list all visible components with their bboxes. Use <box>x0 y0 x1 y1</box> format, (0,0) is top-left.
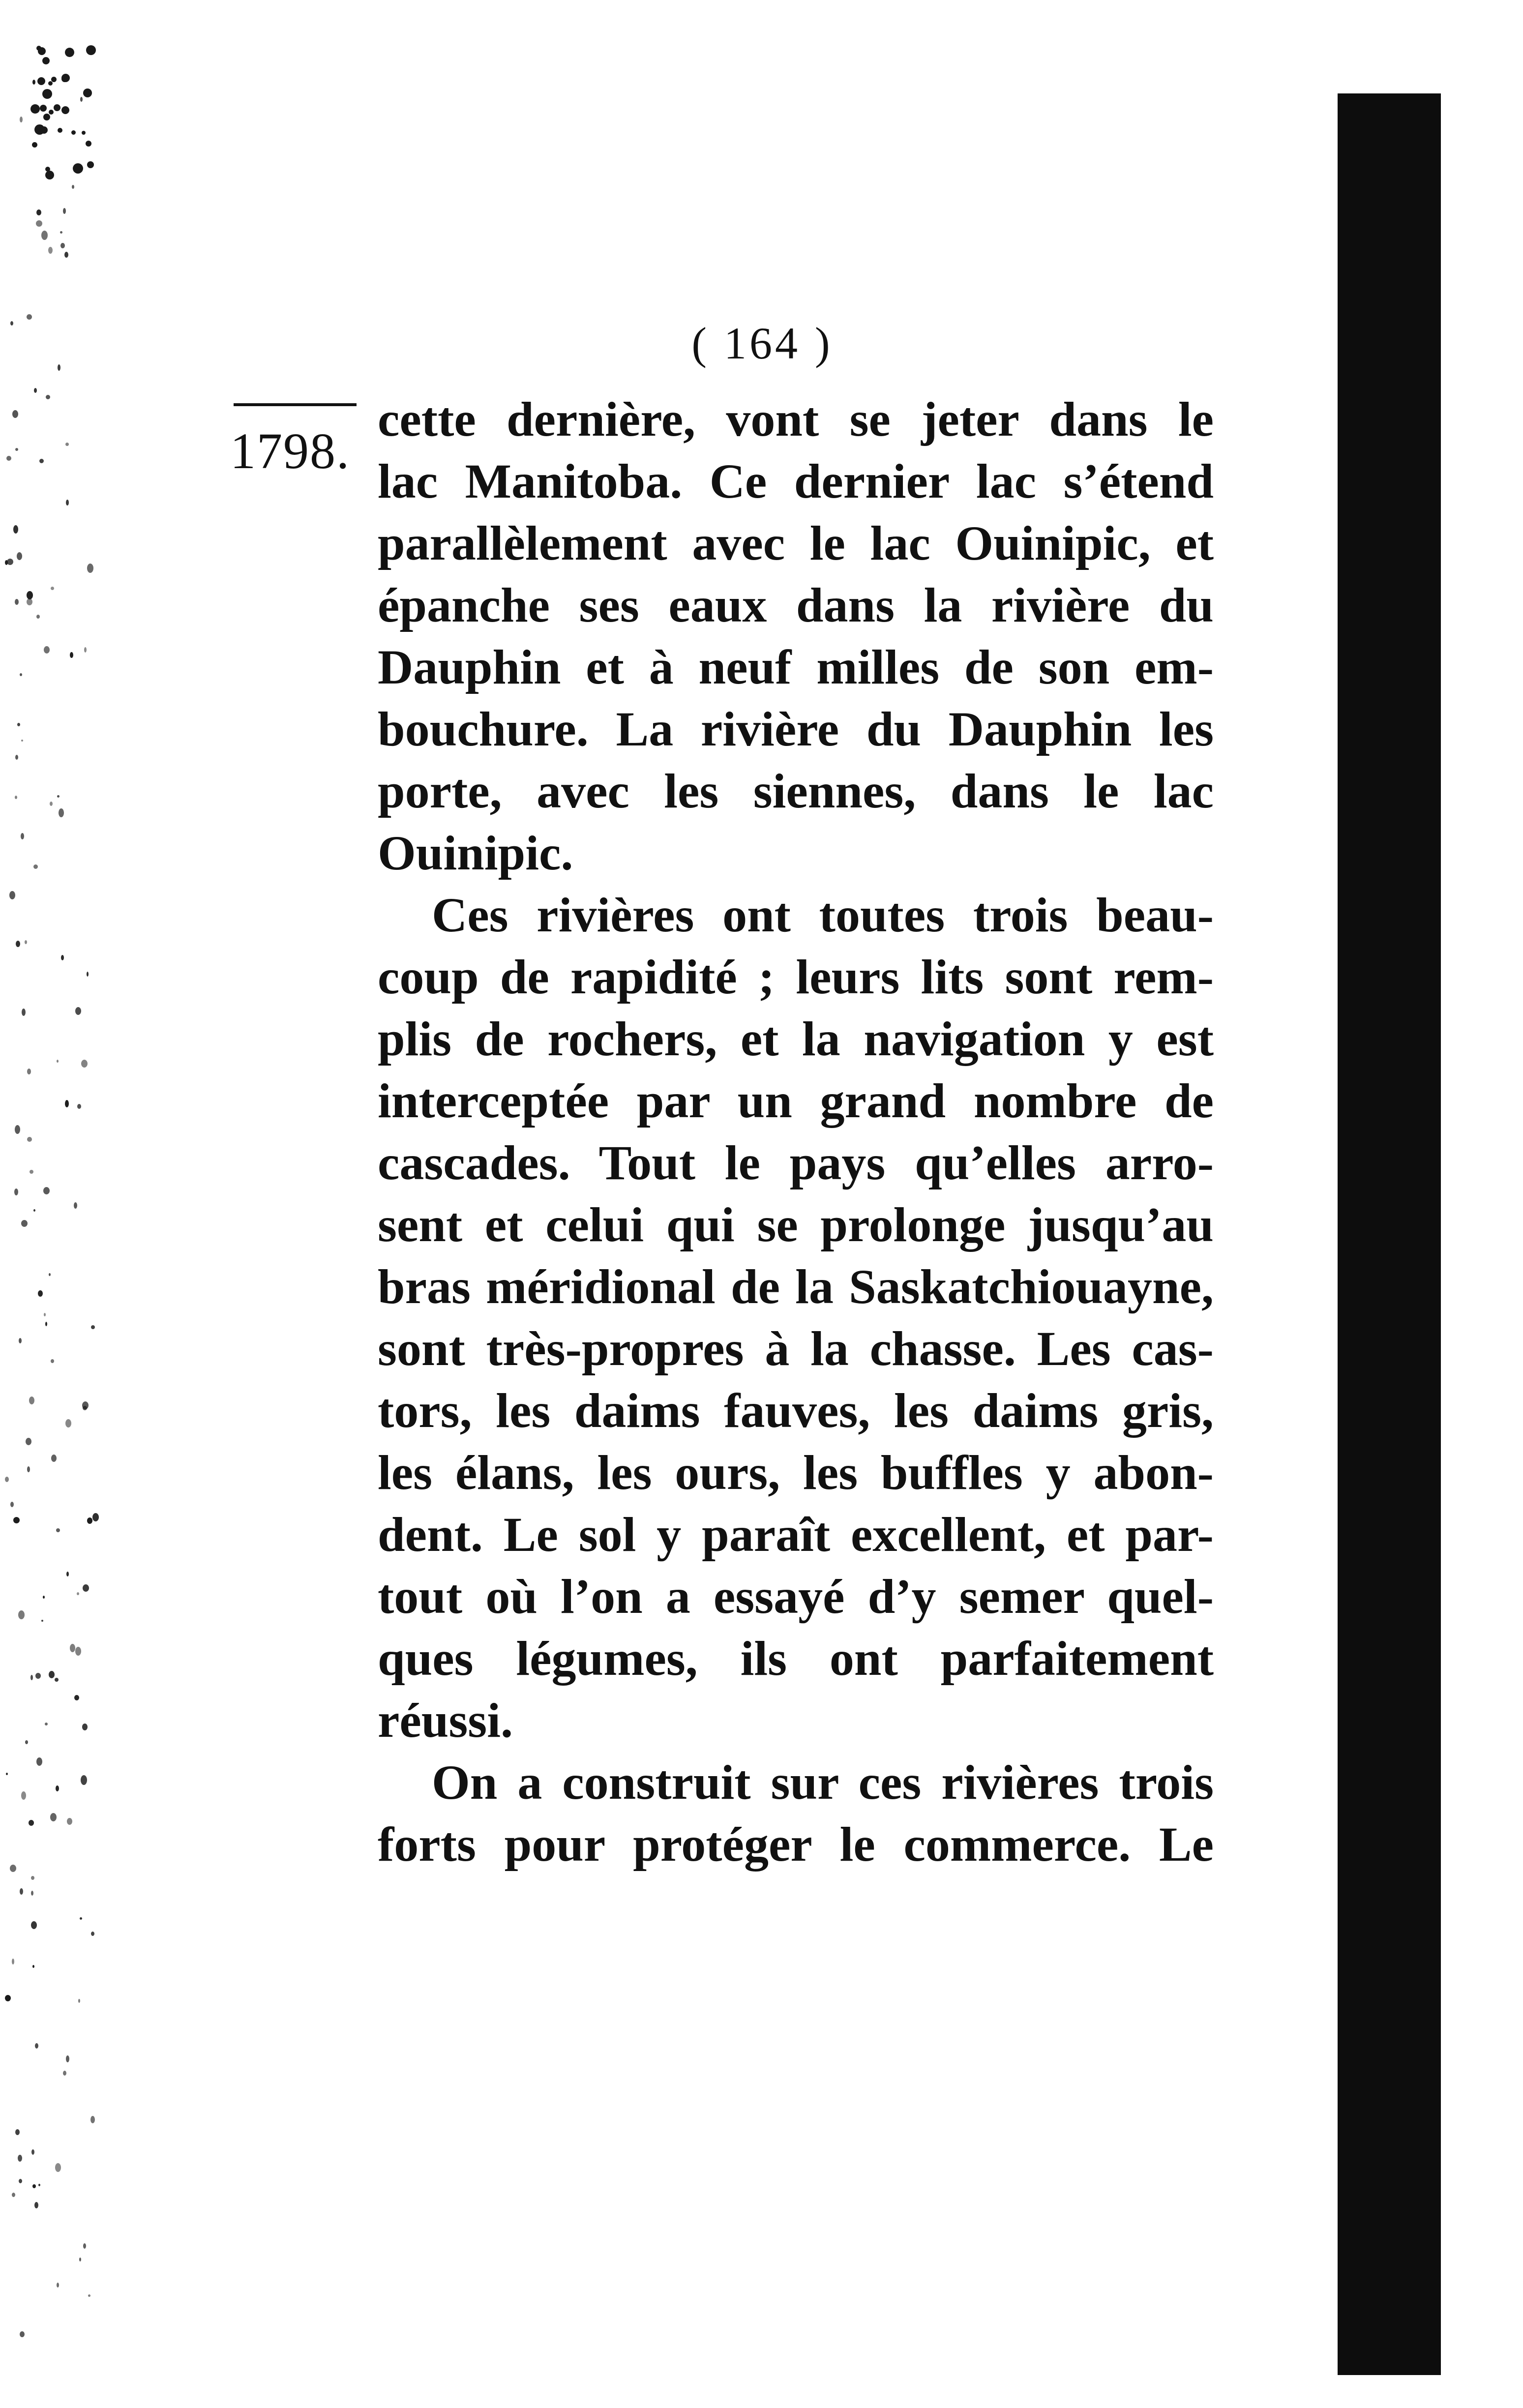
scan-speck <box>21 833 24 839</box>
scan-speck <box>65 1419 71 1427</box>
scan-speck <box>61 106 69 114</box>
scan-speck <box>15 755 18 760</box>
scan-speck <box>51 587 54 590</box>
scan-speck <box>43 1187 50 1194</box>
scan-speck <box>66 2055 69 2062</box>
scan-speck <box>87 1517 92 1524</box>
scan-speck <box>58 364 60 371</box>
text-line: les élans, les ours, les buffles y abon- <box>378 1445 1214 1500</box>
scan-speck <box>84 647 87 653</box>
text-line: cette dernière, vont se jeter dans le <box>378 392 1214 446</box>
scan-speck <box>55 1678 59 1682</box>
scan-speck <box>57 1060 59 1063</box>
scan-speck <box>37 77 45 85</box>
scan-speck <box>65 48 74 57</box>
scan-speck <box>77 1104 81 1109</box>
scan-speck <box>34 124 45 135</box>
scan-speck <box>36 220 42 227</box>
scan-speck <box>57 2283 59 2288</box>
scan-speck <box>39 459 44 463</box>
scan-speck <box>38 2184 40 2186</box>
scan-speck <box>20 117 23 122</box>
scan-speck <box>63 208 66 214</box>
scan-speck <box>73 163 83 174</box>
page-edge-scan-noise <box>0 0 113 2408</box>
text-line: sont très-propres à la chasse. Les cas- <box>378 1321 1214 1376</box>
scan-speck <box>5 1477 9 1482</box>
scan-speck <box>51 1359 54 1363</box>
scan-speck <box>70 652 73 658</box>
scan-speck <box>79 2258 81 2261</box>
scan-speck <box>61 955 64 960</box>
scan-speck <box>38 1290 43 1297</box>
scan-speck <box>43 1596 45 1599</box>
scan-speck <box>63 2071 66 2076</box>
scan-speck <box>32 2184 36 2188</box>
text-line: tout où l’on a essayé d’y semer quel- <box>378 1569 1214 1624</box>
scan-speck <box>58 128 62 133</box>
scan-speck <box>17 552 22 560</box>
text-line: tors, les daims fauves, les daims gris, <box>378 1383 1214 1438</box>
scan-speck <box>77 1592 79 1595</box>
scan-speck <box>38 47 46 55</box>
scan-speck <box>40 105 47 112</box>
scan-speck <box>45 1723 48 1725</box>
scan-speck <box>30 1675 33 1680</box>
text-line: réussi. <box>378 1693 513 1748</box>
scan-speck <box>12 2193 15 2197</box>
margin-rule <box>234 403 357 406</box>
scan-speck <box>10 321 13 326</box>
scan-speck <box>80 97 83 102</box>
text-line: bouchure. La rivière du Dauphin les <box>378 702 1214 756</box>
scan-speck <box>87 161 94 168</box>
scan-speck <box>51 1455 57 1462</box>
scan-speck <box>27 314 32 320</box>
scan-speck <box>36 615 40 619</box>
scan-speck <box>78 1999 80 2003</box>
scan-speck <box>82 1401 89 1409</box>
scan-speck <box>27 1069 31 1074</box>
scan-speck <box>21 740 23 742</box>
scan-speck <box>59 808 64 817</box>
scan-speck <box>25 1740 28 1744</box>
text-line: cascades. Tout le pays qu’elles arro- <box>378 1135 1214 1190</box>
scan-speck <box>35 1673 41 1679</box>
scan-speck <box>29 1820 34 1826</box>
scan-speck <box>86 141 91 147</box>
scan-speck <box>88 2294 90 2297</box>
scan-speck <box>19 2179 22 2183</box>
scan-speck <box>43 114 50 120</box>
text-line: interceptée par un grand nombre de <box>378 1073 1214 1128</box>
scan-speck <box>49 1671 55 1678</box>
text-line: épanche ses eaux dans la rivière du <box>378 578 1214 632</box>
scan-speck <box>92 1513 99 1521</box>
scan-speck <box>54 104 60 111</box>
text-line: parallèlement avec le lac Ouinipic, et <box>378 516 1214 570</box>
paragraph-1 <box>378 388 1214 884</box>
scan-speck <box>82 131 86 135</box>
scan-speck <box>15 796 17 799</box>
scan-speck <box>33 1209 35 1212</box>
paragraph-2 <box>378 884 1214 1752</box>
scan-speck <box>12 410 18 418</box>
scan-speck <box>27 591 33 599</box>
text-line: bras méridional de la Saskatchiouayne, <box>378 1259 1214 1314</box>
scan-speck <box>27 1137 32 1142</box>
scan-speck <box>87 972 89 977</box>
scan-speck <box>64 252 68 258</box>
scan-speck <box>29 1397 34 1404</box>
scan-speck <box>20 1888 23 1895</box>
scan-speck <box>87 564 93 573</box>
scan-speck <box>42 89 52 99</box>
scan-speck <box>20 2331 25 2337</box>
scan-speck <box>83 1584 89 1592</box>
scan-speck <box>60 231 62 234</box>
scan-speck <box>27 1466 30 1472</box>
scan-speck <box>18 1610 25 1619</box>
scan-speck <box>55 2163 61 2172</box>
scan-speck <box>5 560 8 565</box>
scan-speck <box>22 1009 26 1016</box>
scan-speck <box>32 142 37 148</box>
scan-speck <box>50 1813 57 1821</box>
scan-speck <box>36 1757 42 1766</box>
scan-speck <box>65 1100 69 1107</box>
scan-speck <box>9 891 15 899</box>
scan-speck <box>32 80 35 85</box>
text-line: Ces rivières ont toutes trois beau- <box>432 888 1214 942</box>
scan-speck <box>81 1775 87 1785</box>
scan-speck <box>46 395 50 399</box>
text-line: Dauphin et à neuf milles de son em- <box>378 640 1214 694</box>
scan-speck <box>45 171 54 179</box>
scan-speck <box>34 388 37 393</box>
scan-speck <box>86 45 96 55</box>
paragraph-3 <box>378 1752 1214 1875</box>
gutter-shadow-bar <box>1338 93 1441 2375</box>
scan-speck <box>35 2043 38 2049</box>
scan-speck <box>90 2116 95 2123</box>
scan-speck <box>91 1325 95 1329</box>
scan-speck <box>91 1932 94 1936</box>
scan-speck <box>48 247 53 254</box>
scan-speck <box>6 1773 8 1775</box>
scan-speck <box>12 1959 14 1964</box>
scan-speck <box>75 1007 81 1015</box>
scan-speck <box>66 500 69 505</box>
scan-speck <box>16 941 20 947</box>
text-line: ques légumes, ils ont parfaitement <box>378 1631 1214 1686</box>
scan-speck <box>44 646 50 654</box>
text-line: On a construit sur ces rivières trois <box>432 1755 1214 1810</box>
scan-speck <box>74 1202 77 1209</box>
scan-speck <box>49 110 54 115</box>
text-line: forts pour protéger le commerce. Le <box>378 1817 1214 1872</box>
scan-speck <box>21 1220 28 1227</box>
scan-speck <box>57 795 60 798</box>
scan-speck <box>10 1865 16 1872</box>
scan-speck <box>75 1647 81 1656</box>
scan-speck <box>71 130 76 135</box>
scan-speck <box>83 89 92 97</box>
scan-speck <box>18 2155 22 2162</box>
scan-speck <box>26 1438 31 1445</box>
scan-speck <box>30 1170 33 1174</box>
scan-speck <box>15 599 19 605</box>
scan-speck <box>61 76 68 82</box>
scan-speck <box>67 1818 72 1825</box>
scan-speck <box>65 443 69 446</box>
scan-speck <box>5 1995 11 2001</box>
scan-speck <box>17 723 20 726</box>
scan-speck <box>42 57 50 64</box>
scan-speck <box>60 243 65 248</box>
scan-speck <box>33 864 38 869</box>
scan-speck <box>49 1273 51 1276</box>
scan-speck <box>14 1189 18 1195</box>
page-number: ( 164 ) <box>691 318 833 368</box>
scan-speck <box>15 2129 20 2135</box>
scan-speck <box>15 1125 20 1134</box>
text-line: sent et celui qui se prolonge jusqu’au <box>378 1197 1214 1252</box>
margin-year-note: 1798. <box>230 423 350 479</box>
scan-speck <box>78 169 82 173</box>
text-line: porte, avec les siennes, dans le lac <box>378 764 1214 818</box>
scan-speck <box>66 1572 69 1576</box>
scan-speck <box>83 2243 86 2249</box>
scan-speck <box>25 940 27 944</box>
text-line: coup de rapidité ; leurs lits sont rem- <box>378 950 1214 1004</box>
body-text <box>378 388 1214 1875</box>
scan-speck <box>31 1921 37 1929</box>
scan-speck <box>19 1338 22 1343</box>
scan-speck <box>48 81 53 86</box>
scan-speck <box>80 1917 82 1920</box>
scan-speck <box>31 1891 33 1896</box>
scan-speck <box>81 1060 88 1068</box>
scan-speck <box>6 456 11 461</box>
scan-speck <box>13 1517 20 1523</box>
scan-speck <box>30 104 40 114</box>
scan-speck <box>72 185 74 189</box>
text-line: dent. Le sol y paraît excellent, et par- <box>378 1507 1214 1562</box>
scan-speck <box>74 1695 79 1700</box>
scan-speck <box>50 802 53 806</box>
scan-speck <box>13 525 18 534</box>
scan-speck <box>56 1528 60 1532</box>
scan-speck <box>51 77 57 82</box>
scan-speck <box>36 209 41 215</box>
scan-speck <box>44 1313 46 1316</box>
scan-speck <box>41 1620 43 1622</box>
scan-speck <box>34 2202 38 2208</box>
scan-speck <box>56 1785 59 1791</box>
text-line: plis de rochers, et la navigation y est <box>378 1011 1214 1066</box>
scan-speck <box>21 1791 26 1800</box>
scan-speck <box>32 1965 34 1968</box>
scan-speck <box>70 1644 75 1652</box>
scan-speck <box>20 673 22 676</box>
scan-speck <box>45 1322 47 1326</box>
text-line: lac Manitoba. Ce dernier lac s’étend <box>378 454 1214 508</box>
scan-speck <box>41 231 48 240</box>
scan-speck <box>10 1502 14 1507</box>
scan-speck <box>31 2149 34 2155</box>
scan-speck <box>15 448 18 451</box>
scan-speck <box>27 598 32 605</box>
scan-speck <box>82 1724 88 1730</box>
scan-speck <box>31 1876 34 1880</box>
text-line: Ouinipic. <box>378 826 573 880</box>
